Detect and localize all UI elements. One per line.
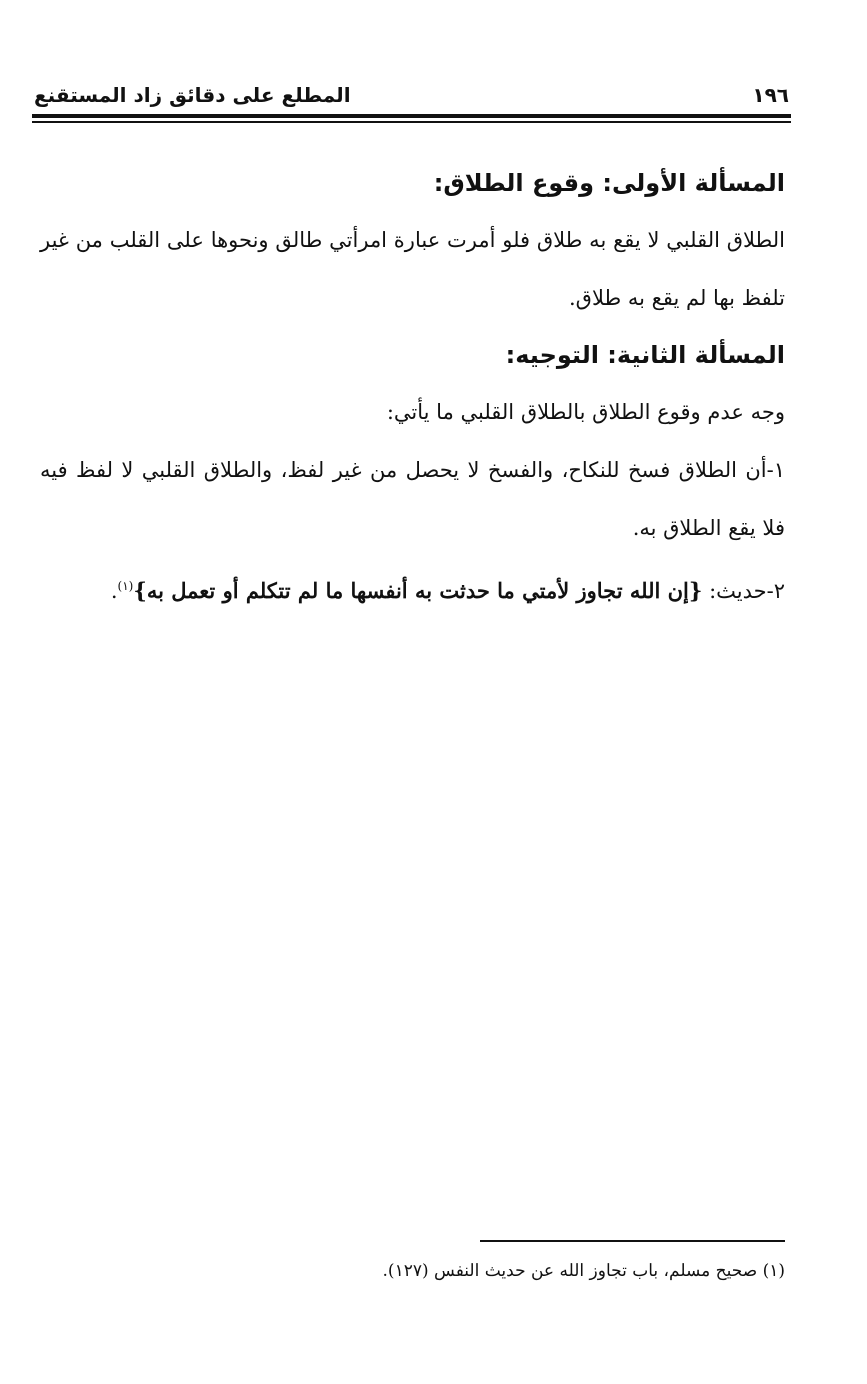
footnote-ref: (١) [117, 579, 134, 593]
header-rule-thick [32, 114, 791, 118]
point-two [40, 557, 785, 620]
running-header [34, 78, 789, 112]
point-one: ١-أن الطلاق فسخ للنكاح، والفسخ لا يحصل من غير لفظ، والطلاق القلبي لا لفظ فيه فلا يقع الطلاق به. [40, 458, 785, 540]
hadith-text: {إن الله تجاوز لأمتي ما حدثت به أنفسها ما لم تتكلم أو تعمل به} [133, 578, 703, 603]
paragraph-intro: وجه عدم وقوع الطلاق بالطلاق القلبي ما يأتي: [386, 400, 785, 424]
header-rule-thin [32, 121, 791, 123]
point-two-prefix: ٢-حديث: [702, 579, 785, 603]
point-two-end: . [110, 579, 118, 603]
page-number: ١٩٦ [752, 83, 789, 107]
main-content [40, 155, 785, 620]
footnote-separator [480, 1240, 785, 1242]
section-heading-second: المسألة الثانية: التوجيه: [505, 341, 785, 369]
book-title: المطلع على دقائق زاد المستقنع [34, 83, 351, 107]
paragraph-first: الطلاق القلبي لا يقع به طلاق فلو أمرت عبارة امرأتي طالق ونحوها على القلب من غير تلفظ بها لم يقع به طلاق. [40, 228, 785, 310]
section-heading-first: المسألة الأولى: وقوع الطلاق: [433, 169, 785, 197]
footnote: (١) صحيح مسلم، باب تجاوز الله عن حديث النفس (١٢٧). [382, 1261, 785, 1281]
